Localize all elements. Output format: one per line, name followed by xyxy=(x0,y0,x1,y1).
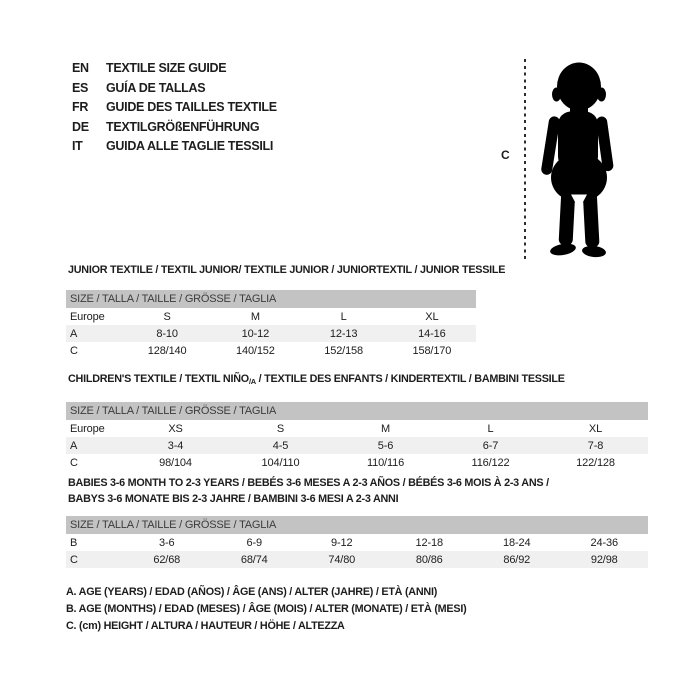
size-cell: 7-8 xyxy=(587,439,604,452)
size-cell: 6-9 xyxy=(246,536,262,549)
baby-silhouette xyxy=(532,57,624,258)
size-cell: 3-6 xyxy=(159,536,175,549)
table-row-europe xyxy=(66,308,476,325)
lang-code: FR xyxy=(72,100,89,114)
size-cell: 62/68 xyxy=(153,553,181,566)
lang-row-it xyxy=(72,137,277,157)
size-cell: 68/74 xyxy=(240,553,268,566)
row-label: C xyxy=(70,553,78,566)
row-label: A xyxy=(70,439,78,452)
junior-textile-section xyxy=(66,262,505,359)
size-cell: 80/86 xyxy=(415,553,443,566)
size-cell: 12-18 xyxy=(415,536,443,549)
size-header-bar: SIZE / TALLA / TAILLE / GRÖSSE / TAGLIA xyxy=(66,290,476,308)
junior-size-table xyxy=(66,308,476,359)
size-cell: 98/104 xyxy=(159,456,192,469)
row-label: Europe xyxy=(70,310,105,323)
lang-title: TEXTILE SIZE GUIDE xyxy=(106,61,227,75)
lang-title: GUÍA DE TALLAS xyxy=(106,80,206,95)
lang-title: GUIDA ALLE TAGLIE TESSILI xyxy=(106,139,274,153)
row-label: C xyxy=(70,344,78,357)
lang-row-es xyxy=(72,79,277,99)
size-cell: 24-36 xyxy=(590,536,618,549)
lang-code: DE xyxy=(72,119,89,134)
size-cell: 3-4 xyxy=(167,439,184,452)
size-cell: M xyxy=(250,310,260,323)
language-title-block xyxy=(72,59,277,157)
size-cell: 128/140 xyxy=(147,344,187,357)
size-cell: 4-5 xyxy=(272,439,289,452)
size-cell: 74/80 xyxy=(328,553,356,566)
children-textile-section xyxy=(66,371,648,471)
size-cell: 5-6 xyxy=(377,439,394,452)
size-cell: 8-10 xyxy=(156,327,178,340)
table-row-height xyxy=(66,342,476,359)
size-cell: S xyxy=(276,422,285,435)
legend-line-a: A. AGE (YEARS) / EDAD (AÑOS) / ÂGE (ANS) / ALTER (JAHRE) / ETÀ (ANNI) xyxy=(66,586,438,598)
lang-title: TEXTILGRÖßENFÜHRUNG xyxy=(106,119,260,134)
row-label: A xyxy=(70,327,78,340)
size-cell: 9-12 xyxy=(331,536,353,549)
height-measure-label: C xyxy=(501,148,510,162)
heading-text: / TEXTILE DES ENFANTS / KINDERTEXTIL / BAMBINI TESSILE xyxy=(255,373,565,385)
babies-textile-section xyxy=(66,475,648,568)
children-section-heading xyxy=(68,371,648,390)
size-cell: XL xyxy=(588,422,603,435)
size-cell: XL xyxy=(425,310,439,323)
size-cell: 10-12 xyxy=(241,327,270,340)
table-row-age-months xyxy=(66,534,648,551)
lang-title: GUIDE DES TAILLES TEXTILE xyxy=(106,100,277,114)
legend-line-b: B. AGE (MONTHS) / EDAD (MESES) / ÂGE (MOIS) / ALTER (MONATE) / ETÀ (MESI) xyxy=(66,603,467,616)
size-cell: 92/98 xyxy=(590,553,618,566)
table-row-height xyxy=(66,454,648,471)
size-cell: 140/152 xyxy=(236,344,275,357)
size-header-bar: SIZE / TALLA / TAILLE / GRÖSSE / TAGLIA xyxy=(66,402,648,420)
row-label: Europe xyxy=(70,422,105,435)
size-cell: M xyxy=(380,422,390,435)
lang-row-en xyxy=(72,59,277,79)
size-header-bar: SIZE / TALLA / TAILLE / GRÖSSE / TAGLIA xyxy=(66,516,648,534)
heading-line-2: BABYS 3-6 MONATE BIS 2-3 JAHRE / BAMBINI 3-6 MESI A 2-3 ANNI xyxy=(68,493,399,505)
size-cell: 110/116 xyxy=(366,456,405,469)
babies-section-heading xyxy=(68,475,648,507)
lang-code: IT xyxy=(72,139,83,153)
junior-section-heading: JUNIOR TEXTILE / TEXTIL JUNIOR/ TEXTILE JUNIOR / JUNIORTEXTIL / JUNIOR TESSILE xyxy=(68,264,506,276)
table-row-age xyxy=(66,437,648,454)
lang-code: EN xyxy=(72,61,89,75)
size-cell: L xyxy=(340,310,347,323)
lang-code: ES xyxy=(72,80,89,95)
lang-row-fr xyxy=(72,98,277,118)
row-label: C xyxy=(70,456,78,469)
table-row-age xyxy=(66,325,476,342)
lang-row-de xyxy=(72,118,277,138)
size-cell: 122/128 xyxy=(576,456,615,469)
table-row-europe xyxy=(66,420,648,437)
size-cell: 86/92 xyxy=(503,553,531,566)
size-cell: 14-16 xyxy=(418,327,446,340)
size-cell: L xyxy=(487,422,494,435)
row-label: B xyxy=(70,536,78,549)
size-cell: 116/122 xyxy=(471,456,510,469)
babies-size-table xyxy=(66,534,648,568)
heading-line-1: BABIES 3-6 MONTH TO 2-3 YEARS / BEBÉS 3-6 MESES A 2-3 AÑOS / BÉBÉS 3-6 MOIS À 2-3 ANS / xyxy=(68,477,549,489)
size-cell: 6-7 xyxy=(482,439,499,452)
children-size-table xyxy=(66,420,648,471)
size-cell: 158/170 xyxy=(412,344,452,357)
table-row-height xyxy=(66,551,648,568)
size-cell: 104/110 xyxy=(261,456,300,469)
heading-text: CHILDREN'S TEXTILE / TEXTIL NIÑO xyxy=(68,373,249,385)
size-cell: 152/158 xyxy=(324,344,363,357)
size-cell: 12-13 xyxy=(329,327,358,340)
size-cell: XS xyxy=(168,422,183,435)
heading-subscript: /A xyxy=(248,377,256,386)
height-measure-line xyxy=(524,59,526,259)
legend-block xyxy=(66,584,466,636)
size-cell: 18-24 xyxy=(503,536,531,549)
legend-line-c: C. (cm) HEIGHT / ALTURA / HAUTEUR / HÖHE / ALTEZZA xyxy=(66,620,345,633)
size-cell: S xyxy=(163,310,171,323)
